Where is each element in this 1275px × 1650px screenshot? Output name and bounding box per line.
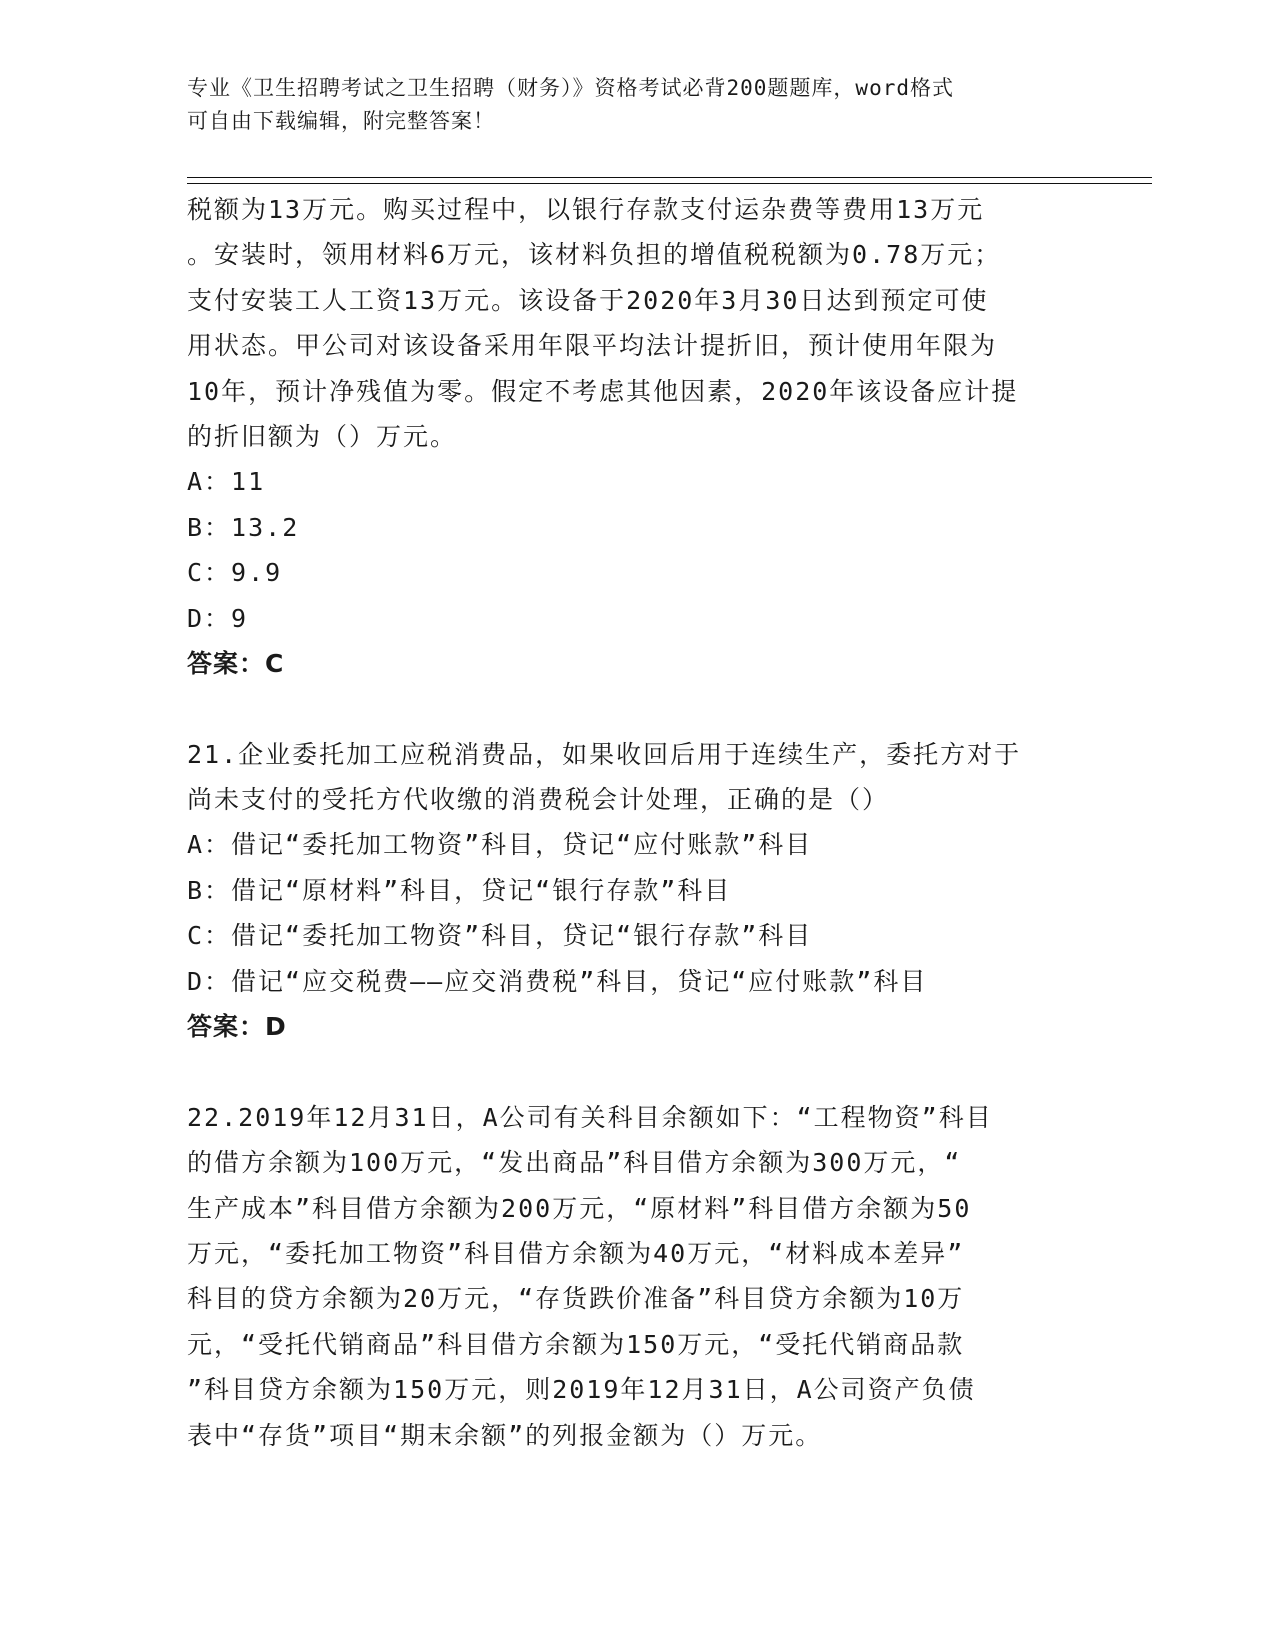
option-b: B：借记“原材料”科目，贷记“银行存款”科目 [187, 875, 732, 905]
question-21 [187, 732, 1087, 1050]
option-d: D：9 [187, 603, 249, 633]
question-text-line: 22.2019年12月31日，A公司有关科目余额如下：“工程物资”科目 [187, 1102, 993, 1132]
question-text-line: 用状态。甲公司对该设备采用年限平均法计提折旧，预计使用年限为 [187, 331, 998, 361]
document-header [187, 72, 1067, 138]
question-text-line: 支付安装工人工资13万元。该设备于2020年3月30日达到预定可使 [187, 285, 989, 315]
question-text-line: 表中“存货”项目“期末余额”的列报金额为（）万元。 [187, 1420, 823, 1450]
spacer [187, 1049, 1087, 1094]
question-text-line: 生产成本”科目借方余额为200万元，“原材料”科目借方余额为50 [187, 1193, 972, 1223]
question-22 [187, 1095, 1087, 1458]
option-d: D：借记“应交税费——应交消费税”科目，贷记“应付账款”科目 [187, 966, 928, 996]
question-text-line: 。安装时，领用材料6万元，该材料负担的增值税税额为0.78万元； [187, 240, 1002, 270]
document-body [187, 187, 1087, 1458]
header-line-2: 可自由下载编辑，附完整答案！ [187, 109, 495, 133]
question-text-line: 尚未支付的受托方代收缴的消费税会计处理，正确的是（） [187, 785, 890, 815]
header-divider-top [187, 177, 1152, 178]
option-c: C：9.9 [187, 558, 283, 588]
header-line-1: 专业《卫生招聘考试之卫生招聘（财务）》资格考试必背200题题库，word格式 [187, 76, 954, 100]
option-b: B：13.2 [187, 512, 300, 542]
option-c: C：借记“委托加工物资”科目，贷记“银行存款”科目 [187, 921, 813, 951]
option-a: A：11 [187, 467, 266, 497]
answer-label: 答案：D [187, 1012, 287, 1042]
answer-label: 答案：C [187, 648, 285, 678]
question-text-line: 税额为13万元。购买过程中，以银行存款支付运杂费等费用13万元 [187, 195, 985, 224]
question-text-line: 万元，“委托加工物资”科目借方余额为40万元，“材料成本差异” [187, 1238, 965, 1268]
question-text-line: 科目的贷方余额为20万元，“存货跌价准备”科目贷方余额为10万 [187, 1284, 965, 1314]
question-text-line: 元，“受托代销商品”科目借方余额为150万元，“受托代销商品款 [187, 1329, 965, 1359]
question-text-line: ”科目贷方余额为150万元，则2019年12月31日，A公司资产负债 [187, 1375, 976, 1405]
question-text-line: 的借方余额为100万元，“发出商品”科目借方余额为300万元，“ [187, 1148, 962, 1178]
option-a: A：借记“委托加工物资”科目，贷记“应付账款”科目 [187, 830, 813, 860]
spacer [187, 686, 1087, 731]
question-text-line: 的折旧额为（）万元。 [187, 421, 458, 451]
question-20 [187, 187, 1087, 686]
question-text-line: 10年，预计净残值为零。假定不考虑其他因素，2020年该设备应计提 [187, 376, 1019, 406]
question-text-line: 21.企业委托加工应税消费品，如果收回后用于连续生产，委托方对于 [187, 739, 1022, 769]
header-divider-bottom [187, 183, 1152, 184]
